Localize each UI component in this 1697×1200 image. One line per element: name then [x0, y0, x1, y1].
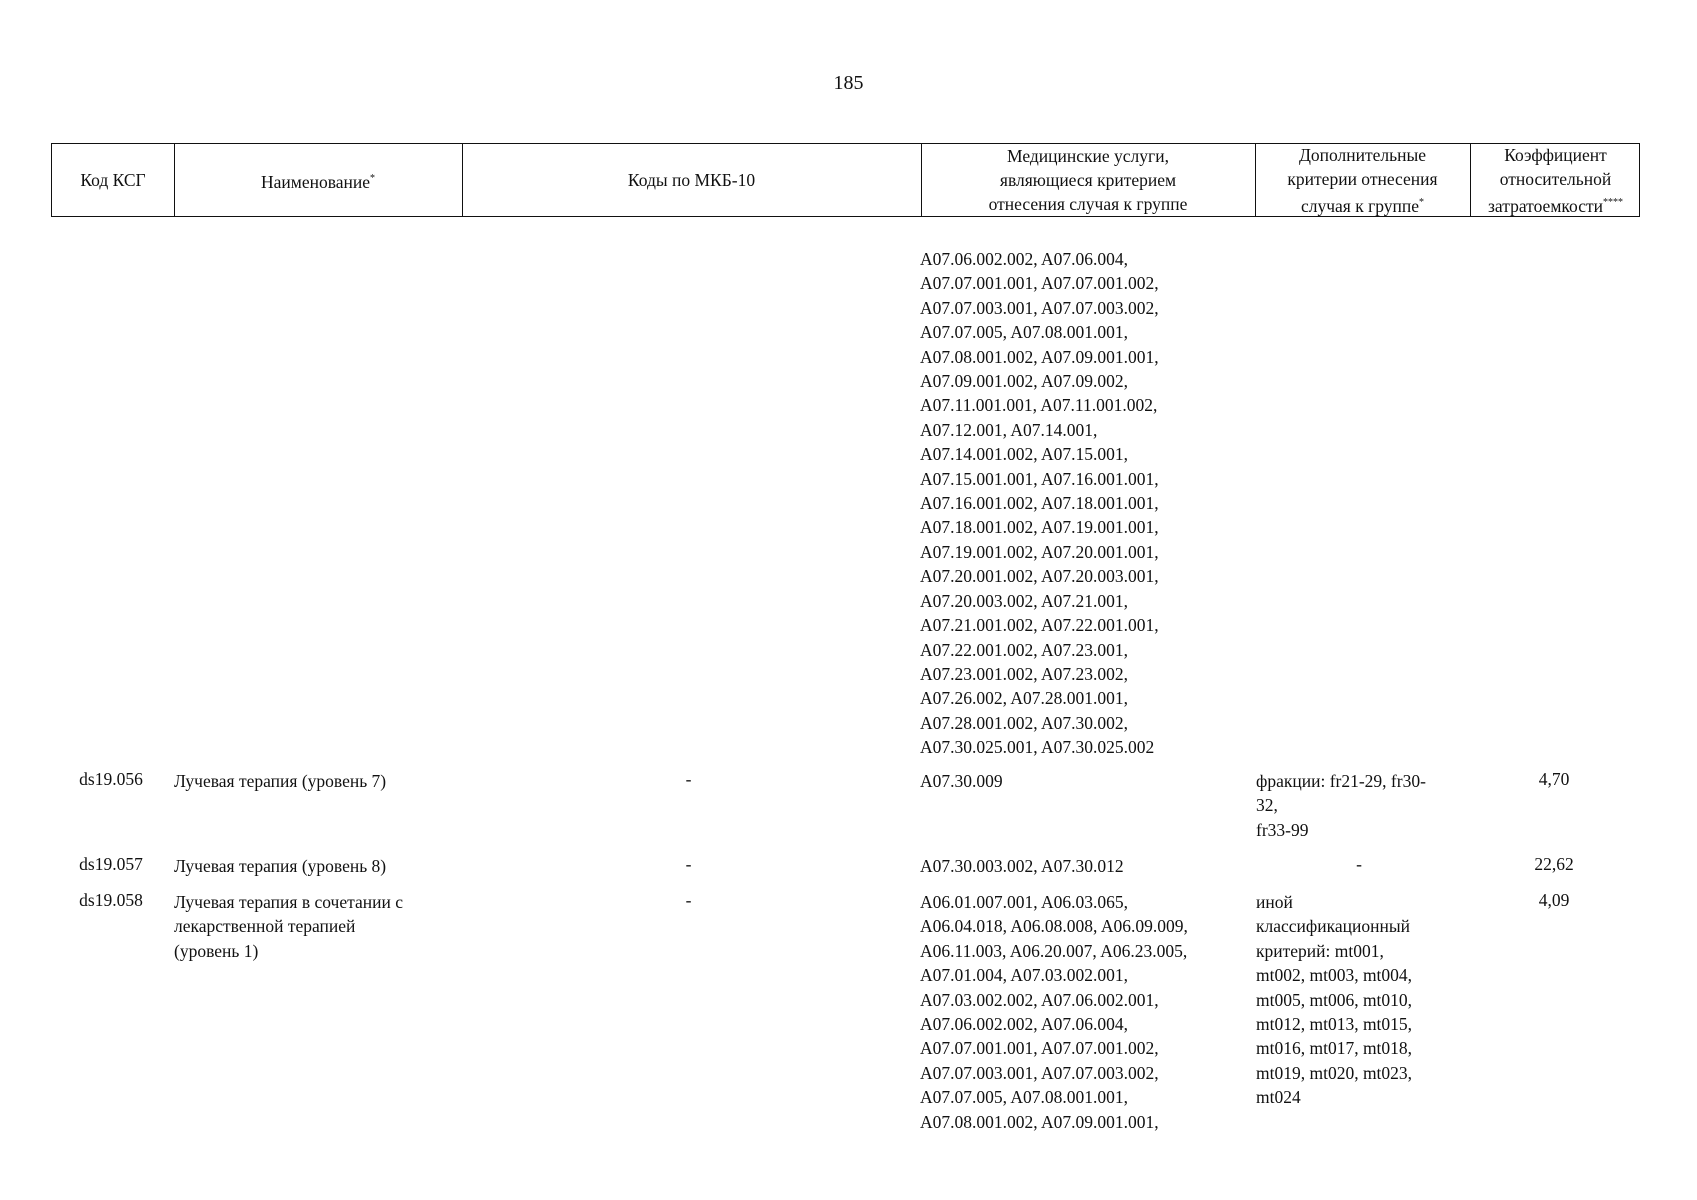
header-icd: Коды по МКБ-10: [627, 170, 756, 190]
row-criteria: -: [1356, 854, 1362, 874]
row-name: Лучевая терапия (уровень 8): [174, 856, 387, 876]
continued-services-cell: A07.06.002.002, A07.06.004, A07.07.001.001, A07.07.001.002, A07.07.003.001, A07.07.003.002, A07.07.005, A07.08.001.001, A07.08.001.002, A07.09.001.001, A07.09.001.002, A07.09.002, A07.11.001.001, A07.11.001.002, A07.12.001, A07.14.001, A07.14.001.002, A07.15.001, A07.15.001.001, A07.16.001.001, A07.16.001.002, A07.18.001.001, A07.18.001.002, A07.19.001.001, A07.19.001.002, A07.20.001.001, A07.20.001.002, A07.20.003.001, A07.20.003.002, A07.21.001, A07.21.001.002, A07.22.001.001, A07.22.001.002, A07.23.001, A07.23.001.002, A07.23.002, A07.26.002, A07.28.001.001, A07.28.001.002, A07.30.002, A07.30.025.001, A07.30.025.002: [920, 249, 1159, 758]
row-icd: -: [685, 769, 692, 789]
row-criteria: иной классификационный критерий: mt001, mt002, mt003, mt004, mt005, mt006, mt010, mt012, mt013, mt015, mt016, mt017, mt018, mt019, mt020, mt023, mt024: [1256, 892, 1413, 1108]
row-code: ds19.056: [79, 769, 143, 789]
row-coefficient: 4,09: [1538, 890, 1570, 910]
table-header: [51, 143, 1640, 217]
row-icd: -: [685, 890, 692, 910]
page-number: 185: [833, 72, 864, 94]
row-name: Лучевая терапия (уровень 7): [174, 771, 387, 791]
header-coef: Коэффициент относительной затратоемкости****: [1488, 144, 1623, 216]
row-services: A07.30.009: [920, 771, 1003, 791]
row-icd: -: [685, 854, 692, 874]
row-coefficient: 22,62: [1534, 854, 1574, 874]
header-services: Медицинские услуги, являющиеся критерием отнесения случая к группе: [988, 146, 1188, 214]
header-criteria: Дополнительные критерии отнесения случая к группе*: [1287, 144, 1438, 216]
row-code: ds19.058: [79, 890, 143, 910]
header-name: Наименование*: [260, 171, 376, 192]
row-criteria: фракции: fr21-29, fr30- 32, fr33-99: [1256, 771, 1426, 840]
row-code: ds19.057: [79, 854, 143, 874]
row-services: A07.30.003.002, A07.30.012: [920, 856, 1124, 876]
row-name: Лучевая терапия в сочетании с лекарственной терапией (уровень 1): [174, 892, 403, 961]
row-coefficient: 4,70: [1538, 769, 1570, 789]
header-code: Код КСГ: [80, 170, 146, 190]
row-services: A06.01.007.001, A06.03.065, A06.04.018, A06.08.008, A06.09.009, A06.11.003, A06.20.007, A06.23.005, A07.01.004, A07.03.002.001, A07.03.002.002, A07.06.002.001, A07.06.002.002, A07.06.004, A07.07.001.001, A07.07.001.002, A07.07.003.001, A07.07.003.002, A07.07.005, A07.08.001.001, A07.08.001.002, A07.09.001.001,: [920, 892, 1188, 1132]
